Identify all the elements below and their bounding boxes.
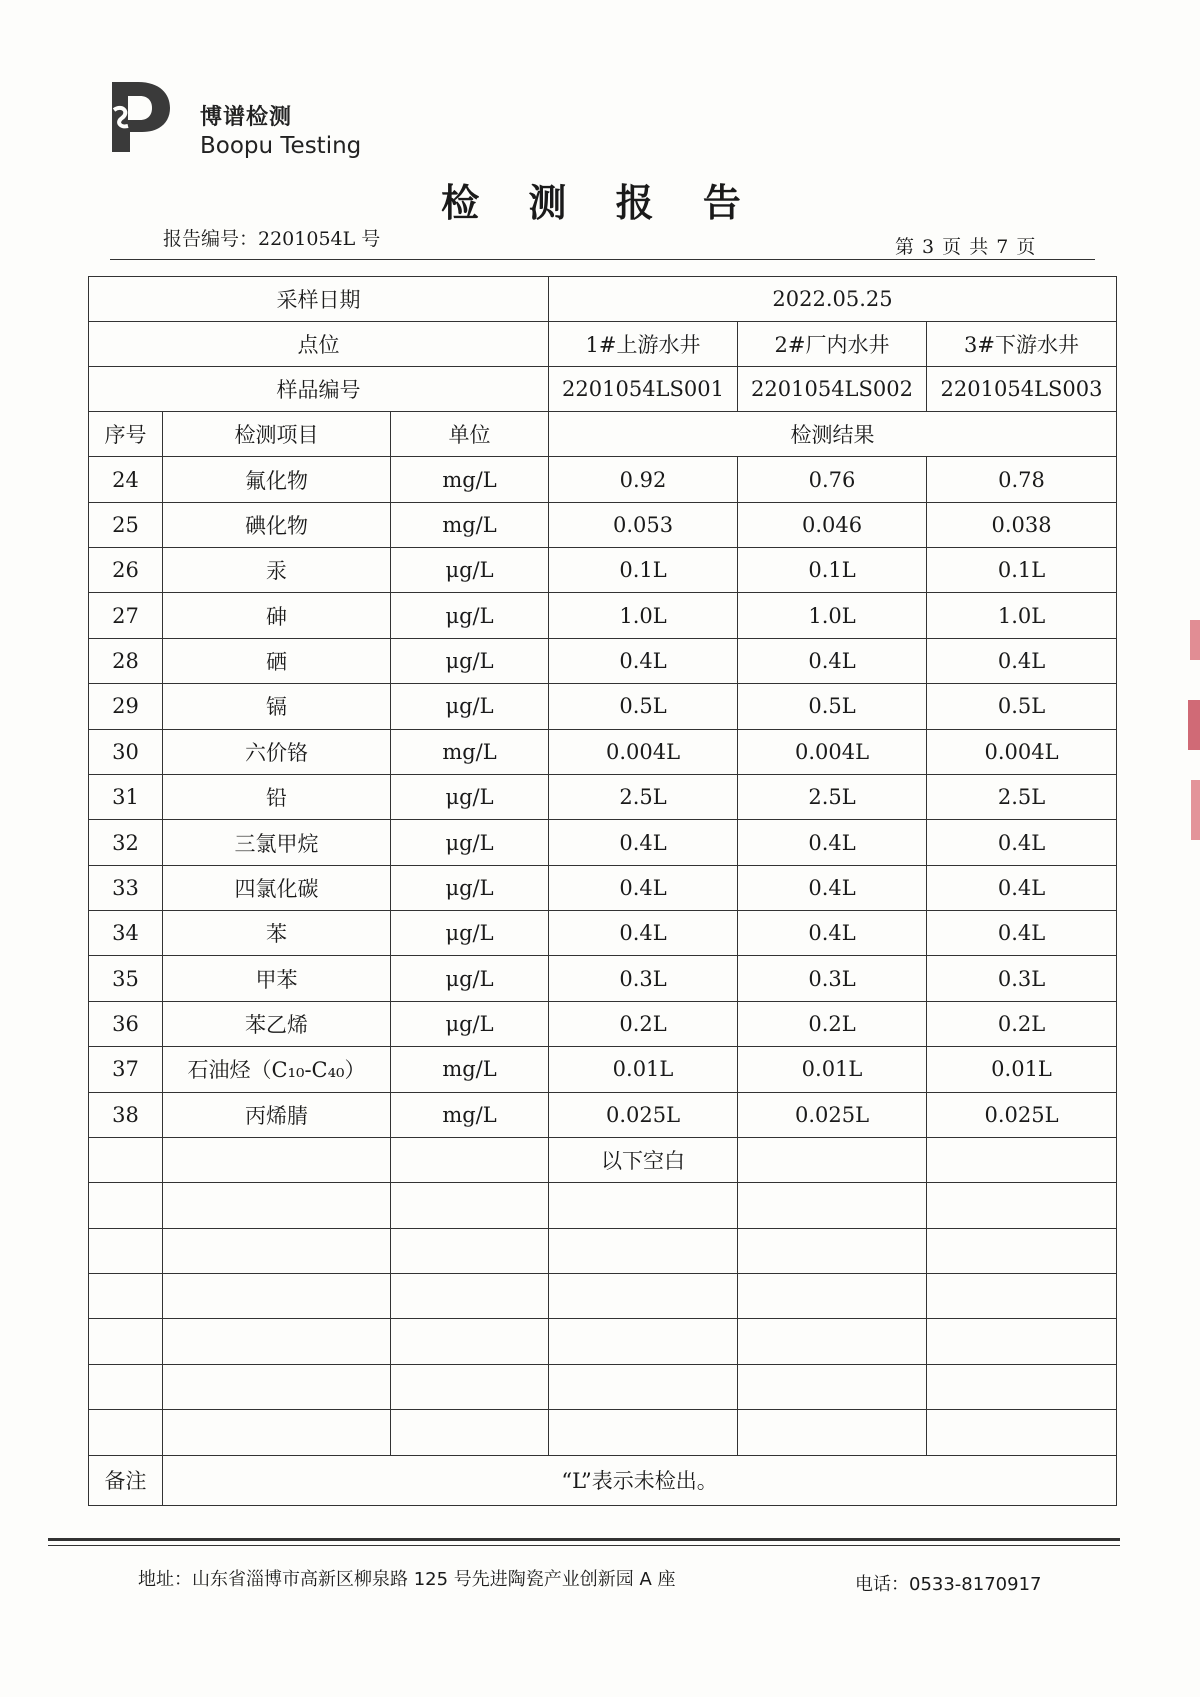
cell-unit: μg/L: [391, 548, 549, 593]
cell-result-3: 0.4L: [927, 638, 1117, 683]
cell-result-2: 0.004L: [738, 729, 927, 774]
cell-result-1: 0.3L: [549, 956, 738, 1001]
table-row: [89, 684, 1117, 729]
location-row: [89, 322, 1117, 367]
location-3: 3#下游水井: [927, 322, 1117, 367]
seal-stamp-edge: [1186, 620, 1200, 870]
cell-result-2: 0.5L: [738, 684, 927, 729]
blank-cell: [163, 1410, 391, 1455]
cell-seq: 31: [89, 774, 163, 819]
cell-seq: 33: [89, 865, 163, 910]
cell-item: 石油烃（C₁₀-C₄₀）: [163, 1047, 391, 1092]
blank-cell: [549, 1319, 738, 1364]
cell-result-1: 0.4L: [549, 865, 738, 910]
cell-seq: 25: [89, 502, 163, 547]
brand-name-en: Boopu Testing: [200, 133, 362, 159]
brand-name-cn: 博谱检测: [200, 105, 293, 130]
blank-cell: [89, 1228, 163, 1273]
cell-result-1: 0.4L: [549, 638, 738, 683]
blank-cell: [549, 1364, 738, 1409]
blank-cell: [163, 1183, 391, 1228]
blank-row: [89, 1183, 1117, 1228]
sample-id-label: 样品编号: [89, 367, 549, 412]
blank-cell: [163, 1137, 391, 1182]
sampling-date-label: 采样日期: [89, 277, 549, 322]
cell-unit: μg/L: [391, 684, 549, 729]
table-row: [89, 956, 1117, 1001]
cell-result-2: 0.4L: [738, 638, 927, 683]
sample-id-1: 2201054LS001: [549, 367, 738, 412]
cell-item: 四氯化碳: [163, 865, 391, 910]
note-row: [89, 1455, 1117, 1505]
blank-cell: [89, 1274, 163, 1319]
cell-result-1: 0.5L: [549, 684, 738, 729]
table-row: [89, 1047, 1117, 1092]
cell-unit: μg/L: [391, 1001, 549, 1046]
cell-result-1: 0.01L: [549, 1047, 738, 1092]
col-header-unit: 单位: [391, 412, 549, 457]
company-logo: [108, 76, 174, 160]
blank-cell: [738, 1364, 927, 1409]
blank-cell: [391, 1183, 549, 1228]
cell-unit: μg/L: [391, 820, 549, 865]
cell-result-2: 1.0L: [738, 593, 927, 638]
header-rule: [110, 259, 1095, 260]
blank-cell: [549, 1228, 738, 1273]
footer-rule-thin: [48, 1545, 1120, 1546]
table-row: [89, 502, 1117, 547]
table-row: [89, 820, 1117, 865]
blank-cell: [549, 1410, 738, 1455]
cell-unit: mg/L: [391, 1047, 549, 1092]
table-row: [89, 638, 1117, 683]
cell-item: 碘化物: [163, 502, 391, 547]
cell-result-2: 0.046: [738, 502, 927, 547]
blank-cell: [163, 1228, 391, 1273]
cell-result-2: 2.5L: [738, 774, 927, 819]
blank-row: [89, 1364, 1117, 1409]
cell-unit: mg/L: [391, 502, 549, 547]
blank-cell: [89, 1410, 163, 1455]
cell-result-1: 0.4L: [549, 911, 738, 956]
blank-cell: [163, 1364, 391, 1409]
blank-cell: [738, 1183, 927, 1228]
blank-cell: [391, 1137, 549, 1182]
footer-address: 地址：山东省淄博市高新区柳泉路 125 号先进陶瓷产业创新园 A 座: [138, 1569, 676, 1590]
cell-item: 甲苯: [163, 956, 391, 1001]
brand-block: [200, 100, 361, 159]
blank-row: [89, 1137, 1117, 1182]
blank-cell: [738, 1274, 927, 1319]
cell-unit: μg/L: [391, 593, 549, 638]
blank-row: [89, 1274, 1117, 1319]
cell-unit: μg/L: [391, 774, 549, 819]
blank-cell: [89, 1183, 163, 1228]
table-row: [89, 774, 1117, 819]
page-number: 第 3 页 共 7 页: [895, 236, 1037, 258]
note-text: “L”表示未检出。: [163, 1455, 1117, 1505]
cell-unit: mg/L: [391, 1092, 549, 1137]
cell-seq: 38: [89, 1092, 163, 1137]
cell-result-3: 0.004L: [927, 729, 1117, 774]
cell-seq: 30: [89, 729, 163, 774]
cell-item: 镉: [163, 684, 391, 729]
cell-seq: 27: [89, 593, 163, 638]
blank-row: [89, 1410, 1117, 1455]
blank-cell: [738, 1319, 927, 1364]
cell-unit: μg/L: [391, 911, 549, 956]
cell-result-2: 0.3L: [738, 956, 927, 1001]
cell-result-2: 0.76: [738, 457, 927, 502]
cell-result-2: 0.4L: [738, 911, 927, 956]
results-table: [88, 276, 1117, 1506]
blank-cell: [549, 1183, 738, 1228]
cell-result-1: 0.004L: [549, 729, 738, 774]
cell-result-3: 0.4L: [927, 820, 1117, 865]
location-2: 2#厂内水井: [738, 322, 927, 367]
sampling-date-row: [89, 277, 1117, 322]
blank-cell: [738, 1228, 927, 1273]
col-header-seq: 序号: [89, 412, 163, 457]
blank-cell: [927, 1228, 1117, 1273]
column-header-row: [89, 412, 1117, 457]
blank-cell: [927, 1319, 1117, 1364]
blank-cell: [738, 1137, 927, 1182]
cell-result-3: 0.01L: [927, 1047, 1117, 1092]
cell-result-3: 0.4L: [927, 865, 1117, 910]
cell-item: 六价铬: [163, 729, 391, 774]
cell-item: 铅: [163, 774, 391, 819]
blank-cell: [549, 1274, 738, 1319]
table-row: [89, 911, 1117, 956]
cell-result-1: 0.2L: [549, 1001, 738, 1046]
blank-cell: [391, 1319, 549, 1364]
cell-seq: 34: [89, 911, 163, 956]
cell-item: 砷: [163, 593, 391, 638]
blank-cell: [89, 1137, 163, 1182]
cell-result-2: 0.025L: [738, 1092, 927, 1137]
table-row: [89, 457, 1117, 502]
cell-result-3: 0.2L: [927, 1001, 1117, 1046]
table-row: [89, 729, 1117, 774]
blank-cell: [738, 1410, 927, 1455]
cell-result-2: 0.01L: [738, 1047, 927, 1092]
cell-result-2: 0.4L: [738, 865, 927, 910]
blank-marker: 以下空白: [549, 1137, 738, 1182]
cell-result-3: 0.3L: [927, 956, 1117, 1001]
cell-unit: μg/L: [391, 865, 549, 910]
report-title: 检 测 报 告: [441, 180, 759, 225]
cell-result-1: 0.1L: [549, 548, 738, 593]
cell-item: 氟化物: [163, 457, 391, 502]
location-label: 点位: [89, 322, 549, 367]
blank-cell: [927, 1364, 1117, 1409]
cell-unit: μg/L: [391, 956, 549, 1001]
report-number: 报告编号：2201054L 号: [163, 228, 381, 250]
cell-unit: μg/L: [391, 638, 549, 683]
sample-id-row: [89, 367, 1117, 412]
blank-row: [89, 1228, 1117, 1273]
cell-seq: 24: [89, 457, 163, 502]
blank-cell: [89, 1319, 163, 1364]
cell-result-1: 0.053: [549, 502, 738, 547]
sample-id-3: 2201054LS003: [927, 367, 1117, 412]
cell-item: 丙烯腈: [163, 1092, 391, 1137]
blank-cell: [927, 1410, 1117, 1455]
cell-result-2: 0.2L: [738, 1001, 927, 1046]
blank-cell: [391, 1274, 549, 1319]
footer-phone: 电话：0533-8170917: [855, 1574, 1042, 1595]
table-row: [89, 1092, 1117, 1137]
cell-result-1: 2.5L: [549, 774, 738, 819]
cell-result-3: 2.5L: [927, 774, 1117, 819]
cell-result-3: 0.5L: [927, 684, 1117, 729]
note-label: 备注: [89, 1455, 163, 1505]
blank-cell: [927, 1137, 1117, 1182]
blank-cell: [927, 1274, 1117, 1319]
cell-result-1: 0.92: [549, 457, 738, 502]
table-row: [89, 865, 1117, 910]
cell-result-1: 1.0L: [549, 593, 738, 638]
location-1: 1#上游水井: [549, 322, 738, 367]
table-row: [89, 593, 1117, 638]
cell-seq: 26: [89, 548, 163, 593]
blank-row: [89, 1319, 1117, 1364]
blank-cell: [391, 1228, 549, 1273]
col-header-item: 检测项目: [163, 412, 391, 457]
cell-result-1: 0.025L: [549, 1092, 738, 1137]
cell-item: 苯: [163, 911, 391, 956]
cell-seq: 29: [89, 684, 163, 729]
table-row: [89, 548, 1117, 593]
blank-cell: [927, 1183, 1117, 1228]
boopu-logo-icon: [108, 76, 174, 156]
blank-cell: [163, 1319, 391, 1364]
cell-seq: 28: [89, 638, 163, 683]
cell-result-1: 0.4L: [549, 820, 738, 865]
cell-result-3: 1.0L: [927, 593, 1117, 638]
cell-result-3: 0.78: [927, 457, 1117, 502]
blank-cell: [391, 1364, 549, 1409]
sample-id-2: 2201054LS002: [738, 367, 927, 412]
cell-seq: 35: [89, 956, 163, 1001]
blank-cell: [391, 1410, 549, 1455]
cell-seq: 36: [89, 1001, 163, 1046]
cell-result-2: 0.1L: [738, 548, 927, 593]
col-header-results: 检测结果: [549, 412, 1117, 457]
cell-result-3: 0.1L: [927, 548, 1117, 593]
table-row: [89, 1001, 1117, 1046]
cell-result-3: 0.038: [927, 502, 1117, 547]
cell-result-2: 0.4L: [738, 820, 927, 865]
blank-cell: [89, 1364, 163, 1409]
cell-item: 汞: [163, 548, 391, 593]
cell-seq: 32: [89, 820, 163, 865]
cell-result-3: 0.025L: [927, 1092, 1117, 1137]
cell-unit: mg/L: [391, 729, 549, 774]
sampling-date-value: 2022.05.25: [549, 277, 1117, 322]
cell-seq: 37: [89, 1047, 163, 1092]
blank-cell: [163, 1274, 391, 1319]
cell-item: 苯乙烯: [163, 1001, 391, 1046]
cell-item: 硒: [163, 638, 391, 683]
cell-result-3: 0.4L: [927, 911, 1117, 956]
footer-rule: [48, 1538, 1120, 1541]
cell-unit: mg/L: [391, 457, 549, 502]
cell-item: 三氯甲烷: [163, 820, 391, 865]
